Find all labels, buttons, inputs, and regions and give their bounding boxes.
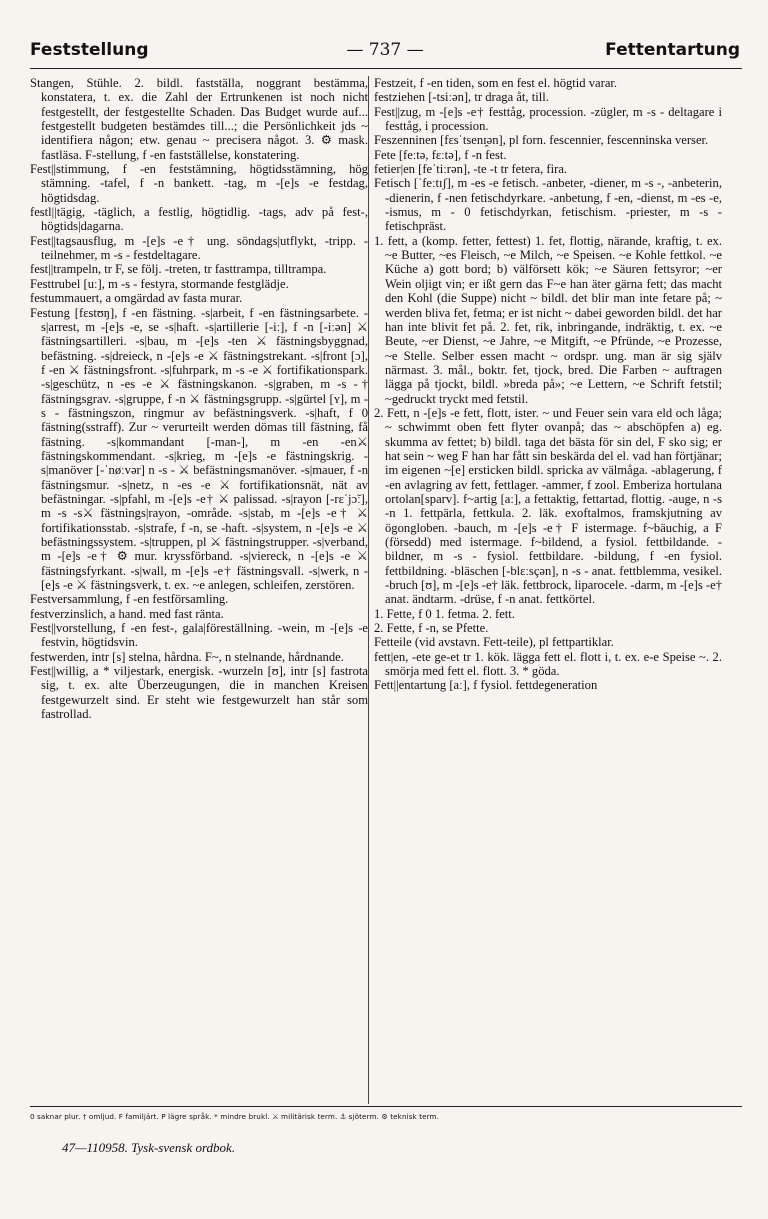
entry: fest||trampeln, tr F, se följ. -treten, tr fasttrampa, tilltrampa. bbox=[30, 262, 327, 277]
entry: Feszenninen [fɛsˈtsenɪ̯ən], pl forn. fescennier, fescenninska verser. bbox=[374, 133, 709, 148]
right-column bbox=[374, 76, 722, 693]
header-first-word: Feststellung bbox=[30, 40, 149, 60]
left-column bbox=[30, 76, 368, 721]
entry: Fest||stimmung, f -en feststämning, högtidsstämning, hög stämning. -tafel, f -n bankett. -tag, m -[e]s -e festdag, högtidsdag. bbox=[30, 162, 368, 205]
abbreviation-legend: 0 saknar plur. † omljud. F familjärt. P lägre språk. * mindre brukl. ⚔ militärisk term. ⚓ sjöterm. ⚙ teknisk term. bbox=[30, 1112, 440, 1121]
entry: Fest||willig, a * viljestark, energisk. -wurzeln [ʊ], intr [s] fastrota sig, t. ex. alte Überzeugungen, die in manchen Kreisen festgewurzelt sind. Er steht wie festgewurzelt han står som fastrollad. bbox=[30, 664, 368, 722]
entry: Fetteile (vid avstavn. Fett-teile), pl fettpartiklar. bbox=[374, 635, 614, 650]
entry: Festversammlung, f -en festförsamling. bbox=[30, 592, 229, 607]
entry: 1. Fette, f 0 1. fetma. 2. fett. bbox=[374, 606, 515, 621]
entry: Stangen, Stühle. 2. bildl. fastställa, noggrant bestämma, konstatera, t. ex. die Zahl der Ertrunkenen ist noch nicht festgestellt, der festgestellte Schaden. Das Budget wurde auf... festgestellt budgeten bestämdes till...; die Persönlichkeit jds ~ identifiera någon; etw. genau ~ precisera något. 3. ⚙ mask. fastläsa. F-stellung, f -en fastställelse, konstatering. bbox=[30, 76, 368, 162]
header-rule bbox=[30, 68, 742, 69]
entry: festwerden, intr [s] stelna, hårdna. F~, n stelnande, hårdnande. bbox=[30, 649, 344, 664]
entry: Festzeit, f -en tiden, som en fest el. högtid varar. bbox=[374, 76, 618, 90]
entry: Fest||zug, m -[e]s -e† festtåg, procession. -zügler, m -s - deltagare i festtåg, i procession. bbox=[374, 104, 722, 134]
page-header bbox=[30, 40, 740, 66]
entry: 2. Fett, n -[e]s -e fett, flott, ister. ~ und Feuer sein vara eld och låga; ~ schwimmt oben fett flyter ovanpå; das ~ abschöpfen a) eg. skumma av fettet; b) bildl. taga det bästa för sin del, F sko sig; er hat sein ~ weg F han har fått sin beskärda del el. vad han förtjänar; im eigenen ~[e] ersticken bildl. spricka av välmåga. -ablagerung, f -en avlagring av fett, fettlager. -ammer, f zool. Emberiza hortulana ortolan[sparv]. f~artig [aː], a fettaktig, fettartad, flottig. -auge, n -s -n 1. fettpärla, fettkula. 2. läk. exoftalmos, framskjutning av ögongloben. -bauch, m -[e]s -e† F istermage. f~bäuchig, a F (försedd) med istermage. f~bildend, a fysiol. fettbildande. -bildner, m -s - fysiol. fettbildare. -bildung, f -en fysiol. fettbildning. -bläschen [-blɛːsçən], n -s - anat. fettblemma, vesikel. -bruch [ʊ], m -[e]s -e† läk. fettbrock, liparocele. -darm, m -[e]s -e† anat. ändtarm. -drüse, f -n anat. fettkörtel. bbox=[374, 405, 722, 607]
entry: Fetisch [ˈfeːtɪʃ], m -es -e fetisch. -anbeter, -diener, m -s -, -anbeterin, -dienerin, f -nen fetischdyrkare. -anbetung, f -en, -dienst, m -es -e, -ismus, m - 0 fetischdyrkan, fetischism. -priester, m -s - fetischpräst. bbox=[374, 176, 722, 234]
header-last-word: Fettentartung bbox=[605, 40, 740, 60]
column-divider bbox=[368, 76, 369, 1104]
entry: festverzinslich, a hand. med fast ränta. bbox=[30, 606, 224, 621]
entry: 2. Fette, f -n, se Pfette. bbox=[374, 621, 489, 636]
entry: festl||tägig, -täglich, a festlig, högtidlig. -tags, adv på fest-, högtids|dagarna. bbox=[30, 205, 368, 234]
printer-signature: 47—110958. Tysk-svensk ordbok. bbox=[62, 1140, 236, 1155]
footer-rule bbox=[30, 1106, 742, 1107]
entry: Fett||entartung [aː], f fysiol. fettdegeneration bbox=[374, 678, 598, 693]
entry: 1. fett, a (komp. fetter, fettest) 1. fet, flottig, närande, kraftig, t. ex. ~e Butter, ~es Fleisch, ~e Milch, ~e Speisen. ~e Kohle fettkol. ~e Küche a) gott bord; b) välförsett kök; ~e Säuren fettsyror; ~er Wein oljigt vin; er ißt gern das F~e han äter gärna fett; das macht den Kohl (die Suppe) nicht ~ bildl. det blir man inte fetare på; ~ werden bliva fet, fetma; er ist nicht ~ dabei geworden bildl. det har han inte blivit fet på. 2. fet, rik, inbringande, indräktig, t. ex. ~e Beute, ~er Dienst, ~e Jahre, ~e Mitgift, ~e Pfründe, ~e Prozesse, ~e Stelle. Selber essen macht ~ ordspr. ung. man är sig själv närmast. 3. mål., boktr. fet, tjock, bred. Die Farben ~ auftragen lägga på tjockt, bildl. »breda på»; ~e Lettern, ~e Schrift fetstil; ~gedruckt tryckt med fetstil. bbox=[374, 233, 722, 406]
entry: Fete [feːtə, fɛːtə], f -n fest. bbox=[374, 147, 507, 162]
entry: Festtrubel [uː], m -s - festyra, stormande festglädje. bbox=[30, 276, 289, 291]
entry: Fest||tagsausflug, m -[e]s -e† ung. söndags|utflykt, -tripp. -teilnehmer, m -s - festdeltagare. bbox=[30, 233, 368, 263]
entry: fett|en, -ete ge-et tr 1. kök. lägga fett el. flott i, t. ex. e-e Speise ~. 2. smörja med fett el. flott. 3. * göda. bbox=[374, 649, 722, 679]
entry: festummauert, a omgärdad av fasta murar. bbox=[30, 291, 243, 306]
entry: Fest||vorstellung, f -en fest-, gala|föreställning. -wein, m -[e]s -e festvin, högtidsvin. bbox=[30, 621, 368, 650]
page-number: — 737 — bbox=[346, 40, 424, 60]
entry: fetier|en [feˈtiːrən], -te -t tr fetera, fira. bbox=[374, 162, 568, 177]
entry: festziehen [-tsiːən], tr draga åt, till. bbox=[374, 90, 549, 105]
entry: Festung [fɛstʊŋ], f -en fästning. -s|arbeit, f -en fästningsarbete. -s|arrest, m -[e]s -e, se -s|haft. -s|artillerie [-iː], f -n [-iːən] ⚔ fästningsartilleri. -s|bau, m -[e]s -ten ⚔ fästningsbyggnad, befästning. -s|dreieck, n -[e]s -e ⚔ fästningstrekant. -s|front [ɔ], f -en ⚔ fästningsfront. -s|fuhrpark, m -s -e ⚔ fortifikationspark. -s|geschütz, n -es -e ⚔ fästningskanon. -s|graben, m -s -† fästningsgrav. -s|gruppe, f -n ⚔ fästningsgrupp. -s|gürtel [ʏ], m -s - fästningszon, ringmur av befästningsverk. -s|haft, f 0 fästning(sstraff). Zur ~ verurteilt werden dömas till fästning, få fästning. -s|kommandant [-man-], m -en -en⚔ fästningskommendant. -s|krieg, m -[e]s -e fästningskrig. -s|manöver [-ˈnøːvər] n -s - ⚔ befästningsmanöver. -s|mauer, f -n fästningsmur. -s|netz, n -es -e ⚔ fortifikationsnät, nät av befästningar. -s|pfahl, m -[e]s -e† ⚔ palissad. -s|rayon [-rɛˈjɔ̃ː], m -s -s⚔ fästnings|rayon, -område. -s|stab, m -[e]s -e† ⚔ fortifikationsstab. -s|strafe, f -n, se -haft. -s|system, n -[e]s -e ⚔ befästningssystem. -s|truppen, pl ⚔ fästningstrupper. -s|verband, m -[e]s -e† ⚙ mur. kryssförband. -s|viereck, n -[e]s -e ⚔ fästningsfyrkant. -s|wall, m -[e]s -e† fästningsvall. -s|werk, n -[e]s -e ⚔ fästningsverk, t. ex. ~e anlegen, schleifen, zerstören. bbox=[30, 305, 368, 593]
